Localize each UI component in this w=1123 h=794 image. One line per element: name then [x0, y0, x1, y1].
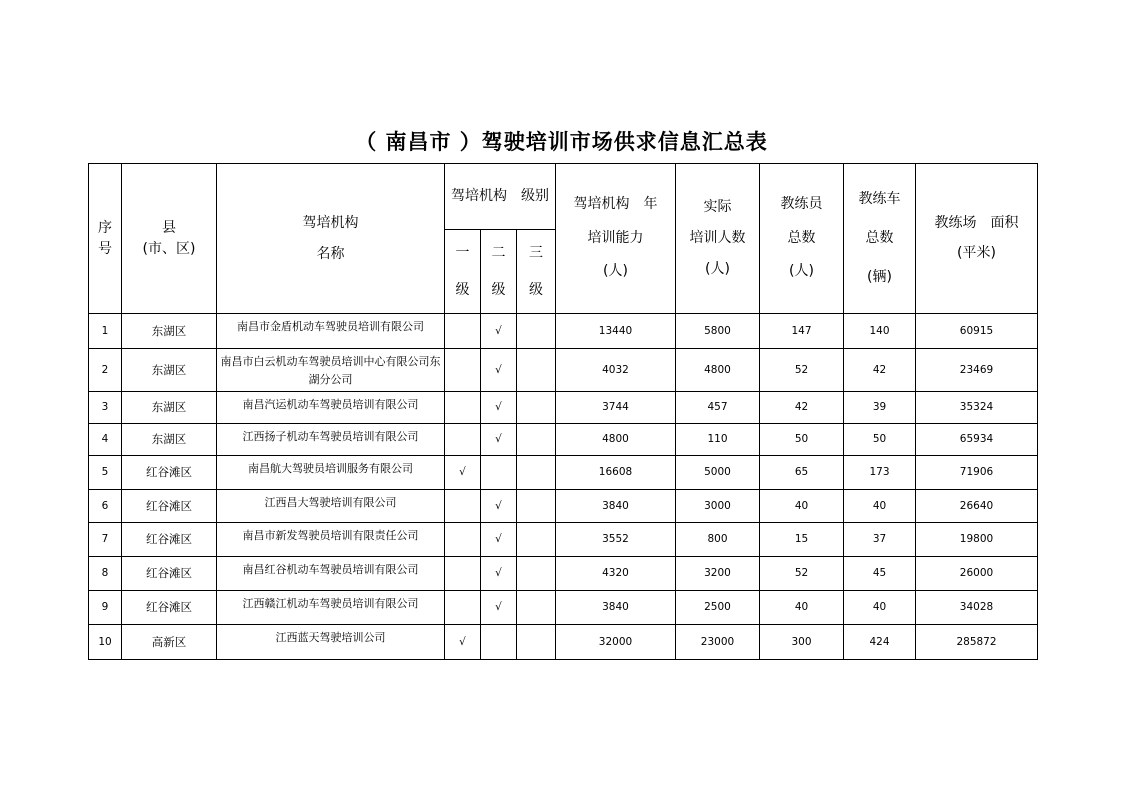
- institution-name-cell: 南昌汽运机动车驾驶员培训有限公司: [217, 392, 445, 424]
- seq-cell: 8: [89, 557, 122, 591]
- level-1-cell: [445, 523, 481, 557]
- seq-cell: 3: [89, 392, 122, 424]
- coaches-cell: 40: [760, 591, 844, 625]
- institution-name-cell: 南昌航大驾驶员培训服务有限公司: [217, 456, 445, 490]
- header-seq: 序 号: [89, 164, 122, 314]
- county-cell: 红谷滩区: [122, 557, 217, 591]
- area-cell: 34028: [916, 591, 1038, 625]
- level-3-cell: [517, 424, 556, 456]
- cars-cell: 173: [844, 456, 916, 490]
- header-cars: 教练车 总数 (辆): [844, 164, 916, 314]
- supply-demand-table: [88, 163, 1038, 660]
- table-row: [89, 456, 1038, 490]
- area-cell: 23469: [916, 349, 1038, 392]
- header-capacity: 驾培机构 年 培训能力 (人): [556, 164, 676, 314]
- area-cell: 26640: [916, 490, 1038, 523]
- seq-cell: 9: [89, 591, 122, 625]
- actual-trainees-cell: 4800: [676, 349, 760, 392]
- header-coaches: 教练员 总数 (人): [760, 164, 844, 314]
- actual-trainees-cell: 2500: [676, 591, 760, 625]
- actual-trainees-cell: 3200: [676, 557, 760, 591]
- header-actual: 实际 培训人数 (人): [676, 164, 760, 314]
- area-cell: 285872: [916, 625, 1038, 660]
- cars-cell: 424: [844, 625, 916, 660]
- table-row: [89, 591, 1038, 625]
- seq-cell: 5: [89, 456, 122, 490]
- coaches-cell: 52: [760, 557, 844, 591]
- institution-name-cell: 江西昌大驾驶培训有限公司: [217, 490, 445, 523]
- county-cell: 红谷滩区: [122, 523, 217, 557]
- actual-trainees-cell: 23000: [676, 625, 760, 660]
- table-row: [89, 424, 1038, 456]
- header-county: 县 (市、区): [122, 164, 217, 314]
- level-3-cell: [517, 349, 556, 392]
- area-cell: 60915: [916, 314, 1038, 349]
- cars-cell: 45: [844, 557, 916, 591]
- table-row: [89, 557, 1038, 591]
- coaches-cell: 52: [760, 349, 844, 392]
- level-2-cell: √: [481, 392, 517, 424]
- level-3-cell: [517, 557, 556, 591]
- level-1-cell: [445, 424, 481, 456]
- level-3-cell: [517, 392, 556, 424]
- actual-trainees-cell: 5800: [676, 314, 760, 349]
- level-2-cell: √: [481, 424, 517, 456]
- level-1-cell: [445, 557, 481, 591]
- page-title: （ 南昌市 ）驾驶培训市场供求信息汇总表: [355, 130, 768, 154]
- area-cell: 26000: [916, 557, 1038, 591]
- level-1-cell: [445, 591, 481, 625]
- header-area: 教练场 面积 (平米): [916, 164, 1038, 314]
- seq-cell: 7: [89, 523, 122, 557]
- institution-name-cell: 南昌市白云机动车驾驶员培训中心有限公司东湖分公司: [217, 349, 445, 392]
- table-row: [89, 523, 1038, 557]
- level-1-cell: [445, 392, 481, 424]
- capacity-cell: 3840: [556, 591, 676, 625]
- institution-name-cell: 江西赣江机动车驾驶员培训有限公司: [217, 591, 445, 625]
- seq-cell: 6: [89, 490, 122, 523]
- coaches-cell: 147: [760, 314, 844, 349]
- institution-name-cell: 南昌红谷机动车驾驶员培训有限公司: [217, 557, 445, 591]
- county-cell: 东湖区: [122, 392, 217, 424]
- table-body: [89, 314, 1038, 660]
- capacity-cell: 4320: [556, 557, 676, 591]
- level-1-cell: √: [445, 456, 481, 490]
- cars-cell: 40: [844, 591, 916, 625]
- area-cell: 35324: [916, 392, 1038, 424]
- header-level: 驾培机构 级别: [445, 164, 556, 230]
- coaches-cell: 42: [760, 392, 844, 424]
- county-cell: 东湖区: [122, 424, 217, 456]
- level-2-cell: √: [481, 557, 517, 591]
- seq-cell: 4: [89, 424, 122, 456]
- level-3-cell: [517, 456, 556, 490]
- coaches-cell: 50: [760, 424, 844, 456]
- cars-cell: 39: [844, 392, 916, 424]
- actual-trainees-cell: 3000: [676, 490, 760, 523]
- table-row: [89, 392, 1038, 424]
- area-cell: 65934: [916, 424, 1038, 456]
- county-cell: 红谷滩区: [122, 490, 217, 523]
- level-1-cell: [445, 314, 481, 349]
- level-2-cell: √: [481, 591, 517, 625]
- table-row: [89, 625, 1038, 660]
- table-row: [89, 490, 1038, 523]
- capacity-cell: 4032: [556, 349, 676, 392]
- level-2-cell: √: [481, 314, 517, 349]
- cars-cell: 50: [844, 424, 916, 456]
- capacity-cell: 3744: [556, 392, 676, 424]
- level-3-cell: [517, 314, 556, 349]
- level-3-cell: [517, 523, 556, 557]
- institution-name-cell: 南昌市金盾机动车驾驶员培训有限公司: [217, 314, 445, 349]
- header-level-3: 三 级: [517, 230, 556, 314]
- level-2-cell: √: [481, 490, 517, 523]
- header-level-2: 二 级: [481, 230, 517, 314]
- seq-cell: 2: [89, 349, 122, 392]
- county-cell: 高新区: [122, 625, 217, 660]
- header-name: 驾培机构 名称: [217, 164, 445, 314]
- county-cell: 东湖区: [122, 314, 217, 349]
- county-cell: 红谷滩区: [122, 456, 217, 490]
- header-level-1: 一 级: [445, 230, 481, 314]
- level-2-cell: √: [481, 349, 517, 392]
- institution-name-cell: 江西蓝天驾驶培训公司: [217, 625, 445, 660]
- institution-name-cell: 南昌市新发驾驶员培训有限责任公司: [217, 523, 445, 557]
- institution-name-cell: 江西扬子机动车驾驶员培训有限公司: [217, 424, 445, 456]
- area-cell: 19800: [916, 523, 1038, 557]
- level-3-cell: [517, 591, 556, 625]
- level-1-cell: [445, 349, 481, 392]
- coaches-cell: 40: [760, 490, 844, 523]
- table-header: [89, 164, 1038, 314]
- level-2-cell: √: [481, 523, 517, 557]
- seq-cell: 10: [89, 625, 122, 660]
- level-2-cell: [481, 625, 517, 660]
- level-1-cell: [445, 490, 481, 523]
- area-cell: 71906: [916, 456, 1038, 490]
- cars-cell: 37: [844, 523, 916, 557]
- cars-cell: 140: [844, 314, 916, 349]
- county-cell: 东湖区: [122, 349, 217, 392]
- level-3-cell: [517, 490, 556, 523]
- coaches-cell: 65: [760, 456, 844, 490]
- actual-trainees-cell: 800: [676, 523, 760, 557]
- capacity-cell: 4800: [556, 424, 676, 456]
- level-1-cell: √: [445, 625, 481, 660]
- capacity-cell: 3840: [556, 490, 676, 523]
- table-row: [89, 314, 1038, 349]
- table-row: [89, 349, 1038, 392]
- capacity-cell: 3552: [556, 523, 676, 557]
- coaches-cell: 15: [760, 523, 844, 557]
- capacity-cell: 16608: [556, 456, 676, 490]
- actual-trainees-cell: 5000: [676, 456, 760, 490]
- capacity-cell: 13440: [556, 314, 676, 349]
- coaches-cell: 300: [760, 625, 844, 660]
- cars-cell: 40: [844, 490, 916, 523]
- cars-cell: 42: [844, 349, 916, 392]
- capacity-cell: 32000: [556, 625, 676, 660]
- level-2-cell: [481, 456, 517, 490]
- county-cell: 红谷滩区: [122, 591, 217, 625]
- level-3-cell: [517, 625, 556, 660]
- seq-cell: 1: [89, 314, 122, 349]
- actual-trainees-cell: 457: [676, 392, 760, 424]
- actual-trainees-cell: 110: [676, 424, 760, 456]
